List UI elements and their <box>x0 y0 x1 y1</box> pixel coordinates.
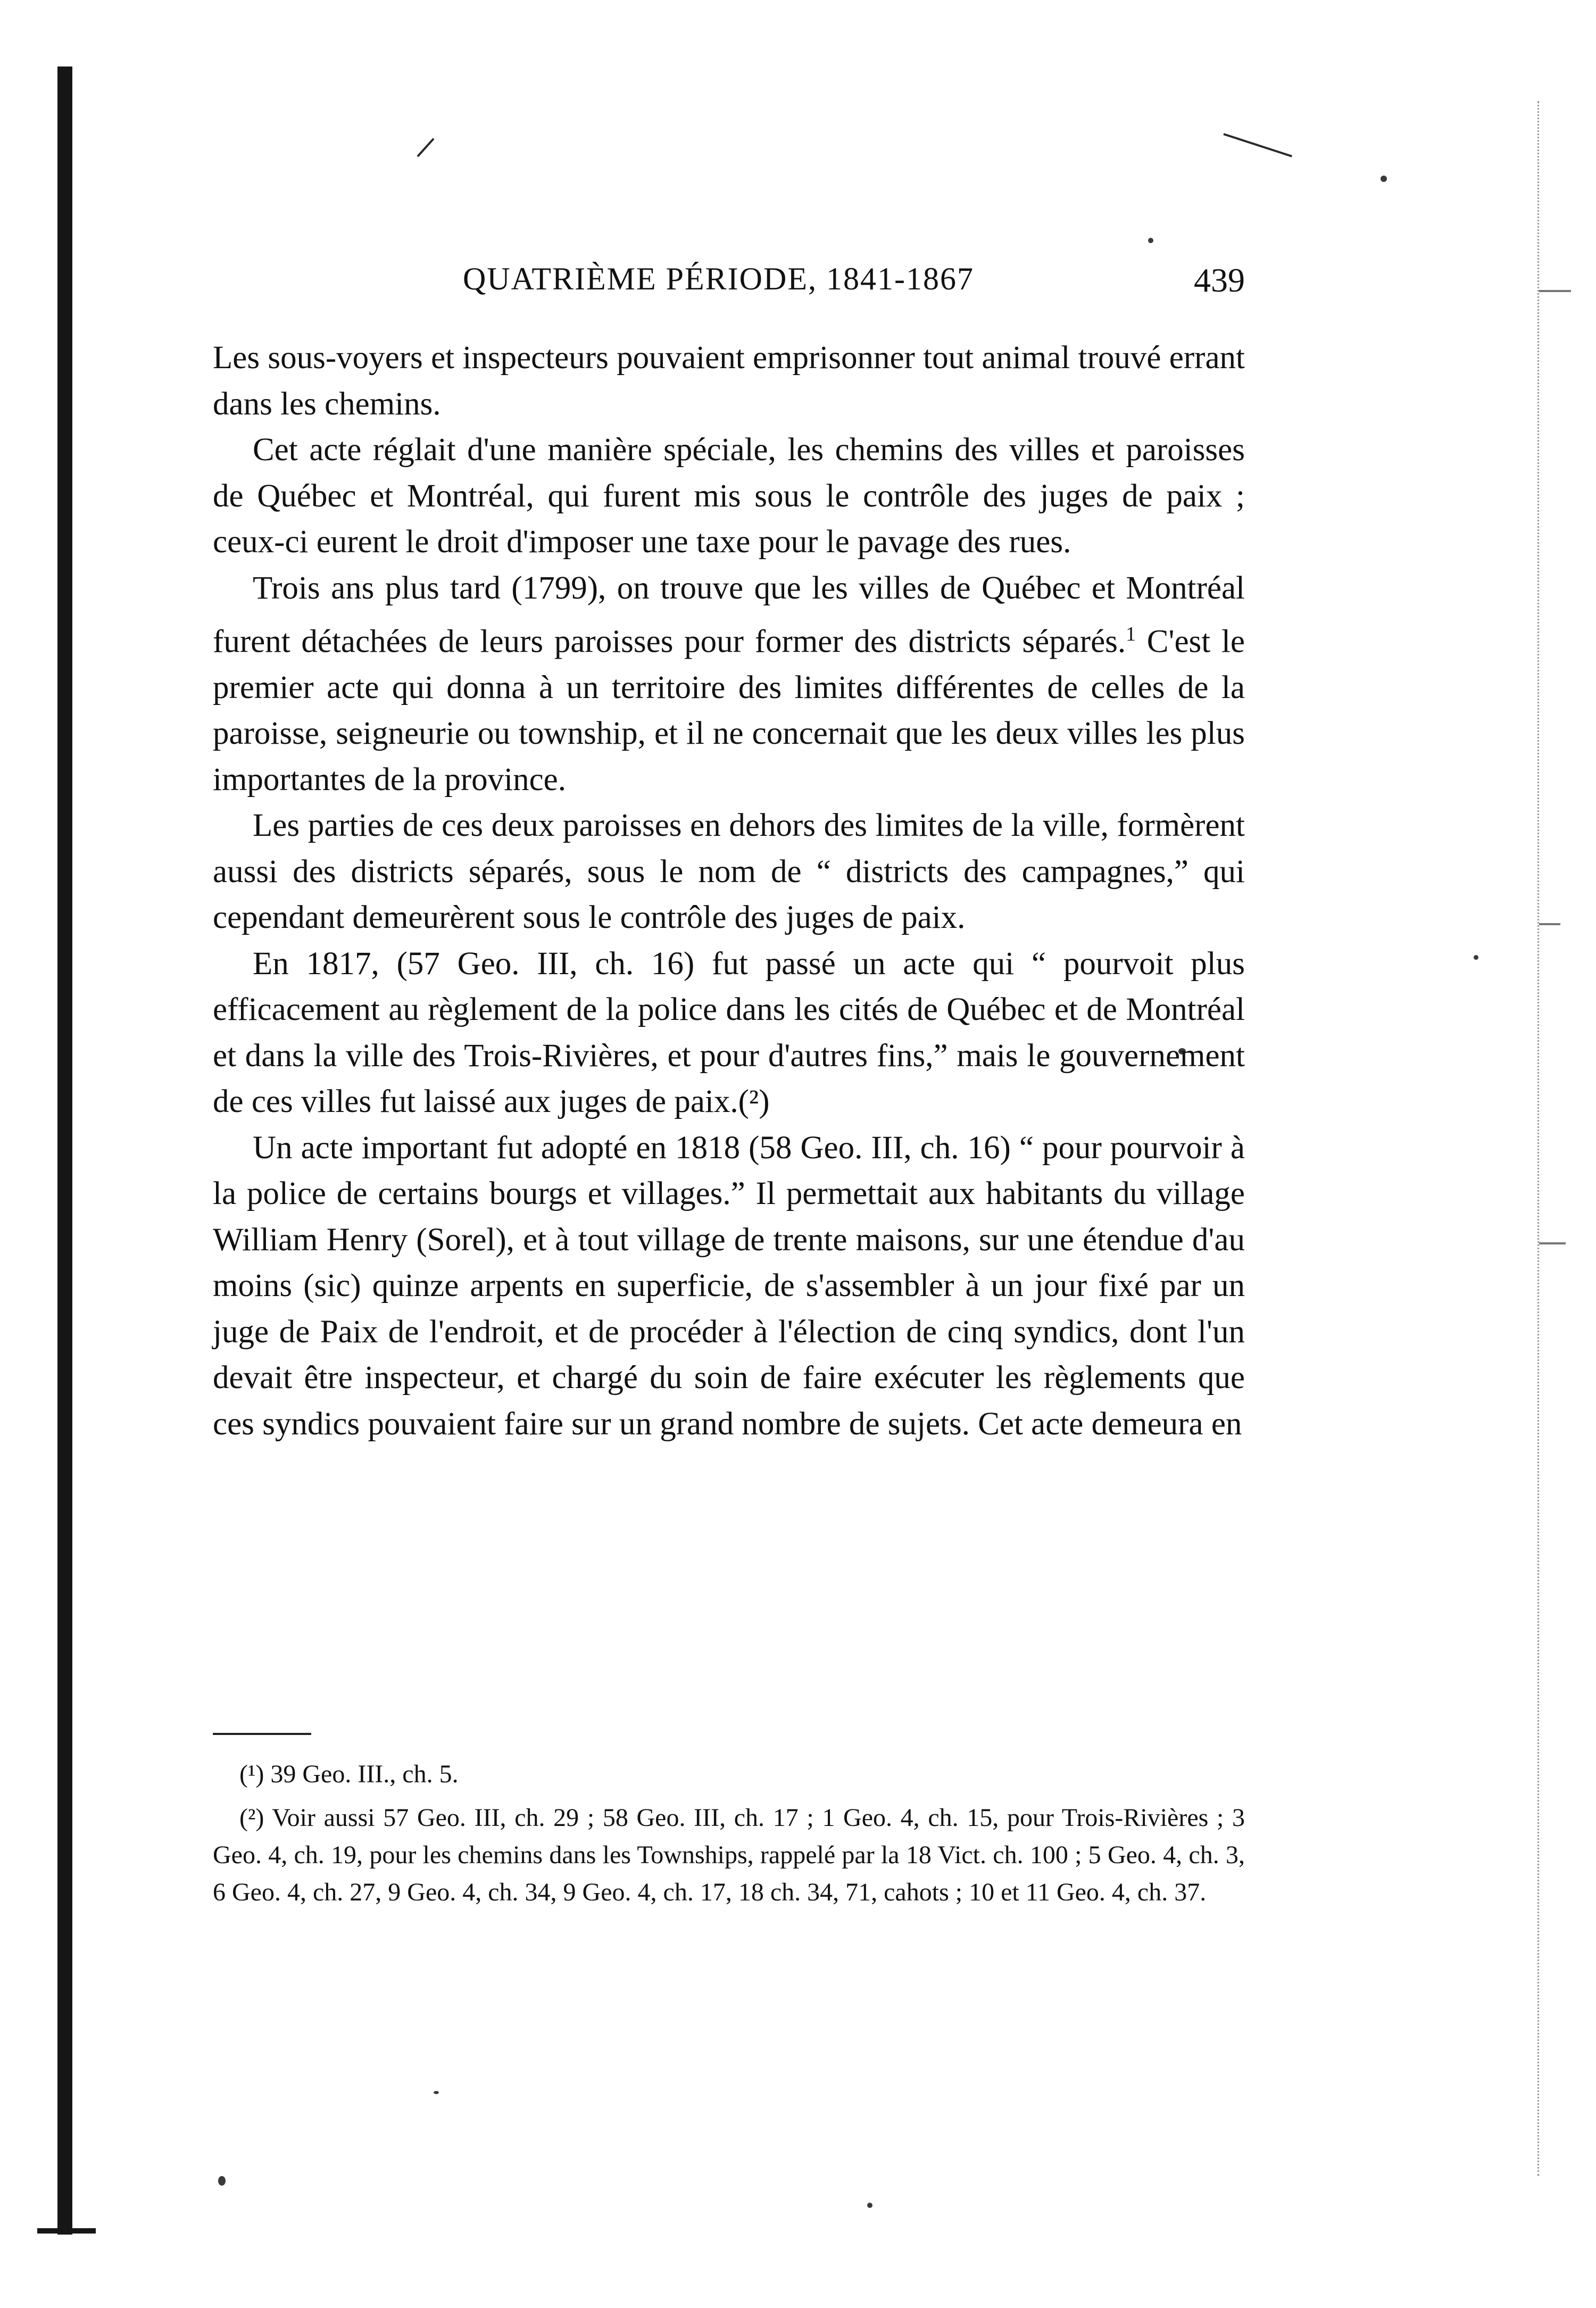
scan-speck <box>218 2176 226 2186</box>
footnote-marker: 1 <box>1126 623 1136 645</box>
page-edge-line <box>1537 101 1541 2176</box>
scan-speck <box>867 2203 872 2208</box>
paragraph <box>213 941 1245 1125</box>
scan-speck <box>434 2091 439 2094</box>
scan-mark <box>1223 133 1292 157</box>
paragraph-text: Trois ans plus tard (1799), on trouve que les villes de Québec et Montréal furent détachées de leurs paroisses pour former des districts séparés. <box>213 570 1245 660</box>
paragraph <box>213 566 1245 803</box>
footnote: (²) Voir aussi 57 Geo. III, ch. 29 ; 58 Geo. III, ch. 17 ; 1 Geo. 4, ch. 15, pour Trois-Rivières ; 3 Geo. 4, ch. 19, pour les chemins dans les Townships, rappelé par la 18 Vict. ch. 100 ; 5 Geo. 4, ch. 3, 6 Geo. 4, ch. 27, 9 Geo. 4, ch. 34, 9 Geo. 4, ch. 17, 18 ch. 34, 71, cahots ; 10 et 11 Geo. 4, ch. 37. <box>213 1804 1245 1906</box>
footnote: (¹) 39 Geo. III., ch. 5. <box>239 1760 459 1788</box>
scan-speck <box>1381 176 1387 182</box>
footnotes <box>213 1756 1245 1917</box>
footnote-marker: (²) <box>738 1084 770 1120</box>
binding-spine-foot <box>37 2228 96 2234</box>
edge-mark <box>1539 1242 1566 1244</box>
edge-mark <box>1539 290 1571 292</box>
footnote-rule <box>213 1733 311 1735</box>
body-text <box>213 335 1245 1447</box>
binding-spine <box>57 67 72 2235</box>
scan-speck <box>1148 238 1153 243</box>
paragraph: Les sous-voyers et inspecteurs pouvaient emprisonner tout animal trouvé errant dans les chemins. <box>213 340 1245 422</box>
scan-speck <box>1474 955 1478 960</box>
paragraph-text: C'est le premier acte qui donna à un territoire des limites différentes de celles de la paroisse, seigneurie ou township, et il ne concernait que les deux villes les plus importantes de la province. <box>213 624 1245 798</box>
scan-mark <box>417 138 435 157</box>
paragraph: Un acte important fut adopté en 1818 (58 Geo. III, ch. 16) “ pour pourvoir à la police de certains bourgs et villages.” Il permettait aux habitants du village William Henry (Sorel), et à tout village de trente maisons, sur une étendue d'au moins (sic) quinze arpents en superficie, de s'assembler à un jour fixé par un juge de Paix de l'endroit, et de procéder à l'élection de cinq syndics, dont l'un devait être inspecteur, et chargé du soin de faire exécuter les règlements que ces syndics pouvaient faire sur un grand nombre de sujets. Cet acte demeura en <box>213 1130 1245 1442</box>
paragraph-text: En 1817, (57 Geo. III, ch. 16) fut passé un acte qui “ pourvoit plus efficacement au règlement de la police dans les cités de Québec et de Montréal et dans la ville des Trois-Rivières, et pour d'autres fins,” mais le gouvernement de ces villes fut laissé aux juges de paix. <box>213 945 1245 1120</box>
header-title: QUATRIÈME PÉRIODE, 1841-1867 <box>463 261 974 296</box>
paragraph: Cet acte réglait d'une manière spéciale, les chemins des villes et paroisses de Québec et Montréal, qui furent mis sous le contrôle des juges de paix ; ceux-ci eurent le droit d'imposer une taxe pour le pavage des rues. <box>213 432 1245 560</box>
running-header <box>213 245 1245 299</box>
page-number: 439 <box>1194 261 1245 299</box>
paragraph: Les parties de ces deux paroisses en dehors des limites de la ville, formèrent aussi des districts séparés, sous le nom de “ districts des campagnes,” qui cependant demeurèrent sous le contrôle des juges de paix. <box>213 808 1245 936</box>
edge-mark <box>1539 923 1560 925</box>
